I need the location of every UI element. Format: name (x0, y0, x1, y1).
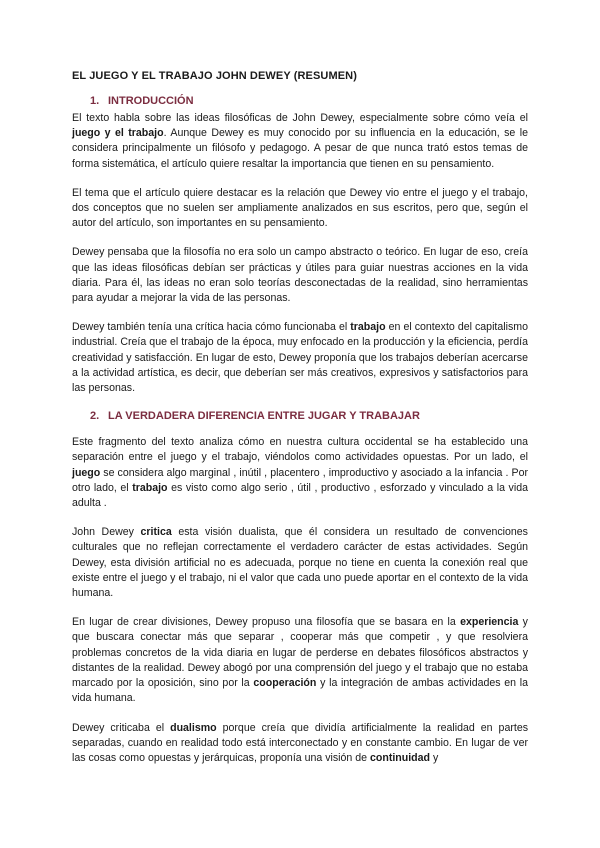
document-title: EL JUEGO Y EL TRABAJO JOHN DEWEY (RESUMEN) (72, 70, 357, 82)
paragraph: Dewey pensaba que la filosofía no era solo un campo abstracto o teórico. En lugar de eso, creía que las ideas filosóficas debían ser prácticas y útiles para guiar nuestras acciones en la vida diaria. Para él, las ideas no eran solo teorías desconectadas de la realidad, sino herramientas para ayudar a mejorar la vida de las personas. (72, 246, 528, 305)
paragraph: Dewey también tenía una crítica hacia cómo funcionaba el trabajo en el contexto del capitalismo industrial. Creía que el trabajo de la época, muy enfocado en la producción y la eficiencia, perdía creatividad y satisfacción. En lugar de esto, Dewey proponía que los trabajos deberían acercarse a la actividad artística, es decir, que deberían ser más creativos, expresivos y satisfactorios para las personas. (72, 321, 528, 395)
section-heading-introduccion (90, 95, 528, 107)
section-title: LA VERDADERA DIFERENCIA ENTRE JUGAR Y TRABAJAR (108, 410, 420, 423)
paragraph: El texto habla sobre las ideas filosóficas de John Dewey, especialmente sobre cómo veía el juego y el trabajo. Aunque Dewey es muy conocido por su influencia en la educación, se le considera principalmente un filósofo y pedagogo. A pesar de que nunca trató estos temas de forma sistemática, el artículo quiere resaltar la importancia que tienen en su pensamiento. (72, 112, 529, 170)
section-number: 2. (90, 410, 100, 423)
paragraph: John Dewey critica esta visión dualista, que él considera un resultado de convenciones culturales que no reflejan correctamente el verdadero carácter de estas actividades. Según Dewey, esta división artificial no es adecuada, porque no tiene en cuenta la conexión real que existe entre el juego y el trabajo, ni el valor que cada uno puede aportar en el contexto de la vida humana. (72, 526, 528, 600)
section-title: INTRODUCCIÓN (108, 95, 194, 107)
paragraph: El tema que el artículo quiere destacar es la relación que Dewey vio entre el juego y el trabajo, dos conceptos que no suelen ser ampliamente analizados en sus escritos, pero que, según el autor del artículo, son importantes en su pensamiento. (72, 186, 528, 230)
paragraph: Dewey criticaba el dualismo porque creía que dividía artificialmente la realidad en partes separadas, cuando en realidad todo está interconectado y en constante cambio. En lugar de ver las cosas como opuestas y jerárquicas, proponía una visión de continuidad y (72, 721, 529, 764)
section-heading-diferencia (90, 410, 528, 422)
paragraph: En lugar de crear divisiones, Dewey propuso una filosofía que se basara en la experiencia y que buscara conectar más que separar , cooperar más que competir , y que resolviera problemas concretos de la vida diaria en lugar de perderse en debates filosóficos abstractos y distantes de la realidad. Dewey abogó por una comprensión del juego y el trabajo que no estaba marcado por la oposición, sino por la cooperación y la integración de ambas actividades en la vida humana. (72, 616, 528, 705)
section-number: 1. (90, 95, 100, 107)
paragraph: Este fragmento del texto analiza cómo en nuestra cultura occidental se ha establecido una separación entre el juego y el trabajo, viéndolos como actividades opuestas. Por un lado, el juego se considera algo marginal , inútil , placentero , improductivo y asociado a la infancia . Por otro lado, el trabajo es visto como algo serio , útil , productivo , esforzado y vinculado a la vida adulta . (72, 436, 528, 510)
